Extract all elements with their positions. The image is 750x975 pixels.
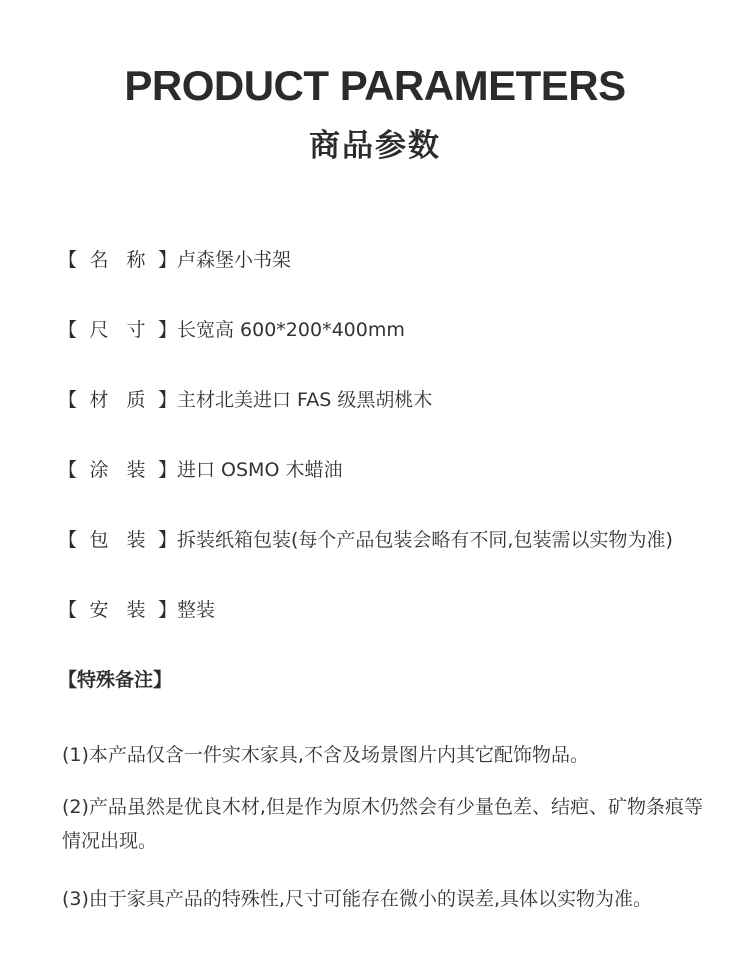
param-row-name	[58, 246, 718, 316]
label-open-bracket: 【	[58, 249, 78, 271]
param-label	[58, 246, 177, 274]
label-open-bracket: 【	[58, 529, 78, 551]
param-label	[58, 526, 177, 554]
label-open-bracket: 【	[58, 319, 78, 341]
param-value-packaging: 拆装纸箱包装(每个产品包装会略有不同,包装需以实物为准)	[177, 529, 673, 551]
label-close-bracket: 】	[157, 319, 177, 341]
label-char: 装	[126, 599, 146, 621]
label-char: 包	[89, 529, 109, 551]
label-close-bracket: 】	[157, 249, 177, 271]
param-value-finish: 进口 OSMO 木蜡油	[177, 459, 343, 481]
page-title-en: PRODUCT PARAMETERS	[124, 62, 626, 109]
param-row-packaging	[58, 526, 718, 596]
label-char: 装	[126, 459, 146, 481]
notes-title: 【特殊备注】	[58, 669, 173, 691]
param-row-material	[58, 386, 718, 456]
label-char: 涂	[89, 459, 109, 481]
param-label	[58, 316, 177, 344]
label-close-bracket: 】	[157, 529, 177, 551]
parameter-list	[58, 246, 718, 666]
label-close-bracket: 】	[157, 389, 177, 411]
param-label	[58, 386, 177, 414]
note-item: (1)本产品仅含一件实木家具,不含及场景图片内其它配饰物品。	[62, 744, 589, 766]
note-item: (3)由于家具产品的特殊性,尺寸可能存在微小的误差,具体以实物为准。	[62, 888, 652, 910]
label-char: 装	[126, 529, 146, 551]
param-value-material: 主材北美进口 FAS 级黑胡桃木	[177, 389, 433, 411]
label-open-bracket: 【	[58, 599, 78, 621]
label-char: 称	[126, 249, 146, 271]
label-close-bracket: 】	[157, 459, 177, 481]
note-item: (2)产品虽然是优良木材,但是作为原木仍然会有少量色差、结疤、矿物条痕等情况出现。	[62, 796, 703, 852]
label-close-bracket: 】	[157, 599, 177, 621]
label-char: 安	[89, 599, 109, 621]
param-value-installation: 整装	[177, 599, 216, 621]
param-value-name: 卢森堡小书架	[177, 249, 292, 271]
label-open-bracket: 【	[58, 389, 78, 411]
page-title-cn: 商品参数	[309, 128, 441, 164]
label-char: 质	[126, 389, 146, 411]
param-row-finish	[58, 456, 718, 526]
param-label	[58, 596, 177, 624]
label-char: 名	[89, 249, 109, 271]
param-label	[58, 456, 177, 484]
label-char: 材	[89, 389, 109, 411]
param-value-size: 长宽高 600*200*400mm	[177, 319, 405, 341]
param-row-installation	[58, 596, 718, 666]
label-char: 尺	[89, 319, 109, 341]
label-char: 寸	[126, 319, 146, 341]
label-open-bracket: 【	[58, 459, 78, 481]
param-row-size	[58, 316, 718, 386]
